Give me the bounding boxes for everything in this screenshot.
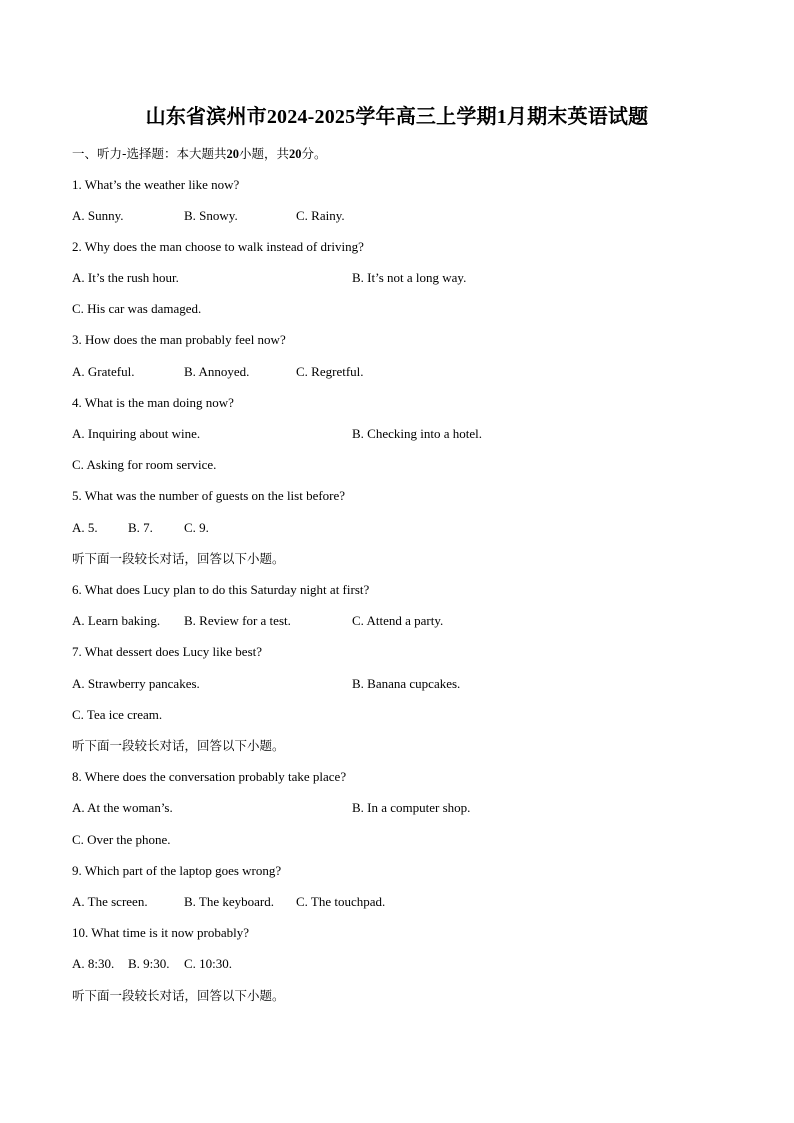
option-a: A. Sunny.: [72, 208, 124, 223]
option-a: A. At the woman’s.: [72, 800, 173, 815]
option-a: A. Learn baking.: [72, 613, 161, 628]
option-c: C. Attend a party.: [352, 613, 444, 628]
option-a: A. 8:30.: [72, 956, 115, 971]
option-c: C. 9.: [184, 520, 209, 535]
question-9: 9. Which part of the laptop goes wrong?: [72, 863, 282, 878]
option-b: B. Snowy.: [184, 208, 238, 223]
instruction-1: 听下面一段较长对话，回答以下小题。: [72, 551, 285, 566]
option-c: C. His car was damaged.: [72, 301, 202, 316]
option-a: A. Strawberry pancakes.: [72, 676, 200, 691]
instruction-3: 听下面一段较长对话，回答以下小题。: [72, 988, 285, 1003]
option-c: C. Tea ice cream.: [72, 707, 163, 722]
question-8: 8. Where does the conversation probably take place?: [72, 769, 347, 784]
option-b: B. Checking into a hotel.: [352, 426, 482, 441]
option-a: A. Grateful.: [72, 364, 135, 379]
question-2: 2. Why does the man choose to walk instead of driving?: [72, 239, 364, 254]
option-b: B. Banana cupcakes.: [352, 676, 461, 691]
question-5: 5. What was the number of guests on the list before?: [72, 488, 346, 503]
question-10: 10. What time is it now probably?: [72, 925, 250, 940]
option-b: B. 9:30.: [128, 956, 170, 971]
option-c: C. Over the phone.: [72, 832, 171, 847]
total-points: 20: [289, 147, 302, 161]
option-b: B. In a computer shop.: [352, 800, 471, 815]
option-a: A. 5.: [72, 520, 98, 535]
question-1: 1. What’s the weather like now?: [72, 177, 240, 192]
option-c: C. Regretful.: [296, 364, 364, 379]
page-title: 山东省滨州市2024-2025学年高三上学期1月期末英语试题: [145, 106, 649, 128]
option-b: B. Annoyed.: [184, 364, 250, 379]
question-7: 7. What dessert does Lucy like best?: [72, 644, 263, 659]
option-a: A. It’s the rush hour.: [72, 270, 179, 285]
option-a: A. The screen.: [72, 894, 148, 909]
option-c: C. The touchpad.: [296, 894, 386, 909]
section-heading: 一、听力-选择题：本大题共20小题，共20分。: [72, 146, 327, 161]
option-b: B. It’s not a long way.: [352, 270, 467, 285]
option-c: C. Asking for room service.: [72, 457, 217, 472]
option-a: A. Inquiring about wine.: [72, 426, 201, 441]
question-4: 4. What is the man doing now?: [72, 395, 234, 410]
option-c: C. 10:30.: [184, 956, 233, 971]
question-count: 20: [226, 147, 240, 161]
option-b: B. The keyboard.: [184, 894, 275, 909]
instruction-2: 听下面一段较长对话，回答以下小题。: [72, 738, 285, 753]
question-6: 6. What does Lucy plan to do this Saturday night at first?: [72, 582, 370, 597]
option-c: C. Rainy.: [296, 208, 345, 223]
question-3: 3. How does the man probably feel now?: [72, 332, 286, 347]
option-b: B. Review for a test.: [184, 613, 291, 628]
option-b: B. 7.: [128, 520, 153, 535]
